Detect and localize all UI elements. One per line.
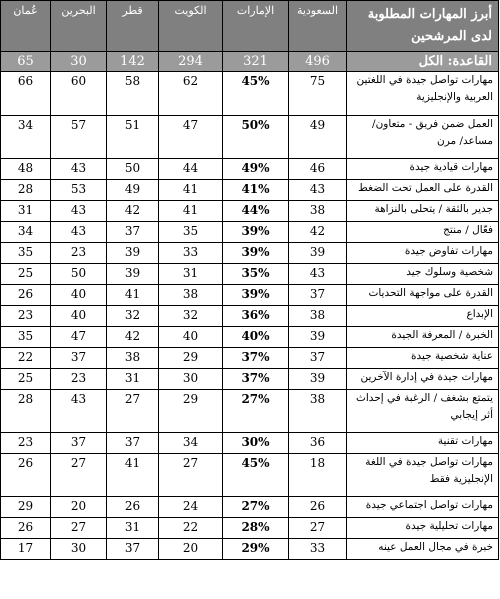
skill-cell: مهارات تواصل جيدة في اللغة الإنجليزية فقط <box>347 454 499 497</box>
skill-cell: مهارات تحليلية جيدة <box>347 518 499 539</box>
saudi-cell: 38 <box>289 201 347 222</box>
kuwait-cell: 47 <box>159 116 223 159</box>
kuwait-cell: 27 <box>159 454 223 497</box>
oman-cell: 25 <box>1 264 51 285</box>
bahrain-cell: 43 <box>51 390 107 433</box>
uae-cell: 49% <box>223 159 289 180</box>
table-row <box>1 222 499 243</box>
skill-cell: شخصية وسلوك جيد <box>347 264 499 285</box>
kuwait-cell: 20 <box>159 539 223 560</box>
uae-cell: 29% <box>223 539 289 560</box>
qatar-cell: 37 <box>107 222 159 243</box>
skill-cell: العمل ضمن فريق - متعاون/ مساعد/ مرن <box>347 116 499 159</box>
skill-cell: يتمتع بشغف / الرغبة في إحداث أثر إيجابي <box>347 390 499 433</box>
bahrain-cell: 57 <box>51 116 107 159</box>
kuwait-cell: 44 <box>159 159 223 180</box>
oman-cell: 34 <box>1 222 51 243</box>
qatar-cell: 32 <box>107 306 159 327</box>
kuwait-cell: 29 <box>159 348 223 369</box>
column-header-bahrain: البحرين <box>51 1 107 52</box>
uae-cell: 44% <box>223 201 289 222</box>
table-row <box>1 327 499 348</box>
bahrain-cell: 43 <box>51 159 107 180</box>
kuwait-cell: 41 <box>159 201 223 222</box>
saudi-cell: 36 <box>289 433 347 454</box>
qatar-cell: 37 <box>107 539 159 560</box>
table-row <box>1 433 499 454</box>
qatar-cell: 39 <box>107 264 159 285</box>
table-row <box>1 369 499 390</box>
kuwait-cell: 29 <box>159 390 223 433</box>
bahrain-cell: 20 <box>51 497 107 518</box>
qatar-cell: 31 <box>107 369 159 390</box>
uae-cell: 40% <box>223 327 289 348</box>
table-row <box>1 348 499 369</box>
uae-cell: 37% <box>223 369 289 390</box>
skill-cell: فعّال / منتج <box>347 222 499 243</box>
qatar-cell: 38 <box>107 348 159 369</box>
table-row <box>1 390 499 433</box>
oman-cell: 26 <box>1 285 51 306</box>
skill-cell: مهارات تواصل جيدة في اللغتين العربية والإنجليزية <box>347 72 499 116</box>
saudi-cell: 43 <box>289 264 347 285</box>
uae-cell: 39% <box>223 285 289 306</box>
saudi-cell: 39 <box>289 327 347 348</box>
table-row <box>1 518 499 539</box>
uae-cell: 41% <box>223 180 289 201</box>
base-label: القاعدة: الكل <box>347 52 499 72</box>
question-header: أبرز المهارات المطلوبة لدى المرشحين <box>347 1 499 52</box>
bahrain-cell: 23 <box>51 243 107 264</box>
skill-cell: مهارات تواصل اجتماعي جيدة <box>347 497 499 518</box>
saudi-cell: 33 <box>289 539 347 560</box>
kuwait-cell: 35 <box>159 222 223 243</box>
bahrain-cell: 50 <box>51 264 107 285</box>
base-saudi: 496 <box>289 52 347 72</box>
base-bahrain: 30 <box>51 52 107 72</box>
kuwait-cell: 41 <box>159 180 223 201</box>
table-row <box>1 306 499 327</box>
qatar-cell: 26 <box>107 497 159 518</box>
kuwait-cell: 34 <box>159 433 223 454</box>
bahrain-cell: 37 <box>51 348 107 369</box>
oman-cell: 26 <box>1 518 51 539</box>
oman-cell: 35 <box>1 243 51 264</box>
base-oman: 65 <box>1 52 51 72</box>
saudi-cell: 37 <box>289 285 347 306</box>
oman-cell: 28 <box>1 180 51 201</box>
kuwait-cell: 38 <box>159 285 223 306</box>
uae-cell: 27% <box>223 497 289 518</box>
bahrain-cell: 27 <box>51 518 107 539</box>
qatar-cell: 31 <box>107 518 159 539</box>
oman-cell: 25 <box>1 369 51 390</box>
table-row <box>1 72 499 116</box>
oman-cell: 23 <box>1 433 51 454</box>
saudi-cell: 18 <box>289 454 347 497</box>
qatar-cell: 42 <box>107 201 159 222</box>
skill-cell: الخبرة / المعرفة الجيدة <box>347 327 499 348</box>
oman-cell: 66 <box>1 72 51 116</box>
kuwait-cell: 22 <box>159 518 223 539</box>
kuwait-cell: 32 <box>159 306 223 327</box>
skill-cell: عناية شخصية جيدة <box>347 348 499 369</box>
saudi-cell: 46 <box>289 159 347 180</box>
column-header-oman: عُمان <box>1 1 51 52</box>
uae-cell: 27% <box>223 390 289 433</box>
oman-cell: 26 <box>1 454 51 497</box>
bahrain-cell: 40 <box>51 285 107 306</box>
base-kuwait: 294 <box>159 52 223 72</box>
bahrain-cell: 37 <box>51 433 107 454</box>
uae-cell: 39% <box>223 222 289 243</box>
qatar-cell: 27 <box>107 390 159 433</box>
kuwait-cell: 24 <box>159 497 223 518</box>
table-row <box>1 243 499 264</box>
oman-cell: 48 <box>1 159 51 180</box>
qatar-cell: 49 <box>107 180 159 201</box>
bahrain-cell: 47 <box>51 327 107 348</box>
kuwait-cell: 31 <box>159 264 223 285</box>
saudi-cell: 43 <box>289 180 347 201</box>
skill-cell: مهارات تفاوض جيدة <box>347 243 499 264</box>
saudi-cell: 39 <box>289 243 347 264</box>
saudi-cell: 39 <box>289 369 347 390</box>
saudi-cell: 75 <box>289 72 347 116</box>
saudi-cell: 27 <box>289 518 347 539</box>
saudi-cell: 26 <box>289 497 347 518</box>
skill-cell: القدرة على مواجهة التحديات <box>347 285 499 306</box>
table-row <box>1 180 499 201</box>
skill-cell: مهارات تقنية <box>347 433 499 454</box>
skill-cell: الإبداع <box>347 306 499 327</box>
bahrain-cell: 43 <box>51 222 107 243</box>
table-row <box>1 264 499 285</box>
uae-cell: 45% <box>223 72 289 116</box>
uae-cell: 50% <box>223 116 289 159</box>
table-row <box>1 497 499 518</box>
qatar-cell: 39 <box>107 243 159 264</box>
qatar-cell: 41 <box>107 454 159 497</box>
qatar-cell: 37 <box>107 433 159 454</box>
skill-cell: مهارات قيادية جيدة <box>347 159 499 180</box>
bahrain-cell: 53 <box>51 180 107 201</box>
table-row <box>1 285 499 306</box>
saudi-cell: 37 <box>289 348 347 369</box>
base-qatar: 142 <box>107 52 159 72</box>
bahrain-cell: 43 <box>51 201 107 222</box>
bahrain-cell: 30 <box>51 539 107 560</box>
qatar-cell: 42 <box>107 327 159 348</box>
skill-cell: القدرة على العمل تحت الضغط <box>347 180 499 201</box>
bahrain-cell: 40 <box>51 306 107 327</box>
oman-cell: 31 <box>1 201 51 222</box>
column-header-kuwait: الكويت <box>159 1 223 52</box>
column-header-qatar: قطر <box>107 1 159 52</box>
skill-cell: خبرة في مجال العمل عينه <box>347 539 499 560</box>
skill-cell: مهارات جيدة في إدارة الآخرين <box>347 369 499 390</box>
kuwait-cell: 30 <box>159 369 223 390</box>
table-row <box>1 159 499 180</box>
qatar-cell: 41 <box>107 285 159 306</box>
table-row <box>1 539 499 560</box>
bahrain-cell: 23 <box>51 369 107 390</box>
saudi-cell: 38 <box>289 390 347 433</box>
oman-cell: 23 <box>1 306 51 327</box>
uae-cell: 36% <box>223 306 289 327</box>
table-row <box>1 116 499 159</box>
header-row <box>1 1 499 52</box>
saudi-cell: 38 <box>289 306 347 327</box>
uae-cell: 39% <box>223 243 289 264</box>
oman-cell: 29 <box>1 497 51 518</box>
skill-cell: جدير بالثقة / يتحلى بالنزاهة <box>347 201 499 222</box>
column-header-uae: الإمارات <box>223 1 289 52</box>
saudi-cell: 42 <box>289 222 347 243</box>
base-row <box>1 52 499 72</box>
qatar-cell: 50 <box>107 159 159 180</box>
uae-cell: 28% <box>223 518 289 539</box>
oman-cell: 35 <box>1 327 51 348</box>
kuwait-cell: 62 <box>159 72 223 116</box>
base-uae: 321 <box>223 52 289 72</box>
uae-cell: 35% <box>223 264 289 285</box>
table-row <box>1 454 499 497</box>
oman-cell: 22 <box>1 348 51 369</box>
uae-cell: 30% <box>223 433 289 454</box>
kuwait-cell: 33 <box>159 243 223 264</box>
column-header-saudi: السعودية <box>289 1 347 52</box>
oman-cell: 34 <box>1 116 51 159</box>
qatar-cell: 51 <box>107 116 159 159</box>
oman-cell: 17 <box>1 539 51 560</box>
kuwait-cell: 40 <box>159 327 223 348</box>
saudi-cell: 49 <box>289 116 347 159</box>
table-row <box>1 201 499 222</box>
bahrain-cell: 60 <box>51 72 107 116</box>
uae-cell: 37% <box>223 348 289 369</box>
qatar-cell: 58 <box>107 72 159 116</box>
uae-cell: 45% <box>223 454 289 497</box>
oman-cell: 28 <box>1 390 51 433</box>
bahrain-cell: 27 <box>51 454 107 497</box>
